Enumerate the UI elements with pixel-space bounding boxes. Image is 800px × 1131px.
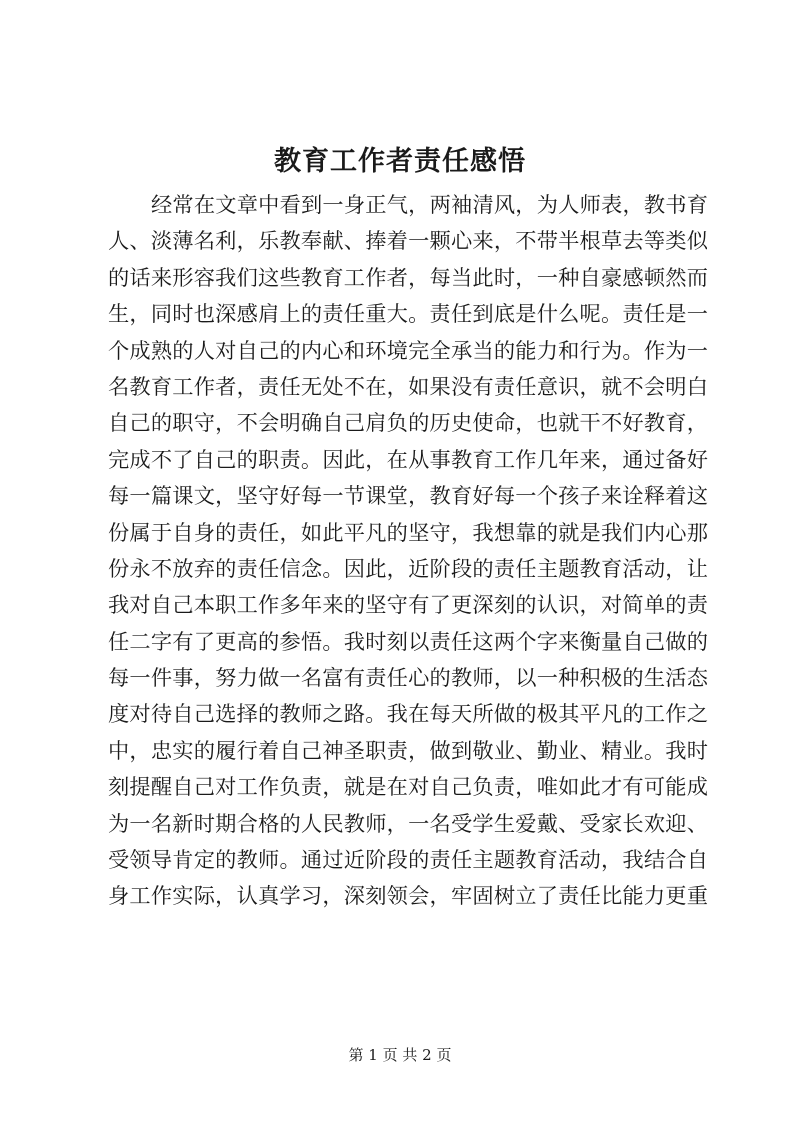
body-line: 个成熟的人对自己的内心和环境完全承当的能力和行为。作为一	[108, 338, 708, 364]
body-line: 名教育工作者，责任无处不在，如果没有责任意识，就不会明白	[108, 374, 708, 400]
body-line: 每一件事，努力做一名富有责任心的教师，以一种积极的生活态	[108, 666, 708, 692]
document-title: 教育工作者责任感悟	[274, 146, 526, 177]
body-line: 经常在文章中看到一身正气，两袖清风，为人师表，教书育	[151, 193, 708, 218]
body-line: 身工作实际，认真学习，深刻领会，牢固树立了责任比能力更重	[108, 884, 708, 910]
body-line: 中，忠实的履行着自己神圣职责，做到敬业、勤业、精业。我时	[108, 738, 708, 764]
body-line: 每一篇课文，坚守好每一节课堂，教育好每一个孩子来诠释着这	[108, 484, 708, 510]
body-line: 的话来形容我们这些教育工作者，每当此时，一种自豪感顿然而	[108, 265, 708, 291]
body-line: 人、淡薄名利，乐教奉献、捧着一颗心来，不带半根草去等类似	[108, 229, 708, 255]
page-indicator: 第 1 页 共 2 页	[348, 1046, 452, 1064]
body-line: 份属于自身的责任，如此平凡的坚守，我想靠的就是我们内心那	[108, 520, 708, 546]
body-line: 为一名新时期合格的人民教师，一名受学生爱戴、受家长欢迎、	[108, 811, 708, 837]
body-line: 自己的职守，不会明确自己肩负的历史使命，也就干不好教育，	[108, 411, 708, 437]
body-line: 任二字有了更高的参悟。我时刻以责任这两个字来衡量自己做的	[108, 629, 708, 655]
body-line: 份永不放弃的责任信念。因此，近阶段的责任主题教育活动，让	[108, 556, 708, 582]
body-line: 刻提醒自己对工作负责，就是在对自己负责，唯如此才有可能成	[108, 775, 708, 801]
document-body	[108, 188, 708, 916]
page-footer	[0, 1044, 800, 1066]
body-line: 生，同时也深感肩上的责任重大。责任到底是什么呢。责任是一	[108, 302, 708, 328]
body-line: 度对待自己选择的教师之路。我在每天所做的极其平凡的工作之	[108, 702, 708, 728]
body-line: 完成不了自己的职责。因此，在从事教育工作几年来，通过备好	[108, 447, 708, 473]
body-line: 我对自己本职工作多年来的坚守有了更深刻的认识，对简单的责	[108, 593, 708, 619]
body-line: 受领导肯定的教师。通过近阶段的责任主题教育活动，我结合自	[108, 848, 708, 874]
